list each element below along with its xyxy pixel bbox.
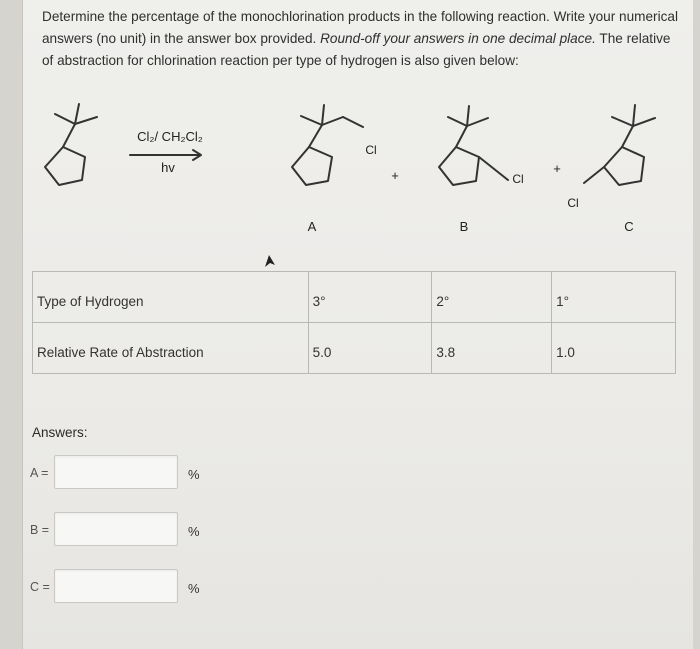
answer-row-a (30, 455, 230, 491)
answer-b-input[interactable] (55, 513, 177, 545)
product-b-structure (439, 106, 508, 185)
answer-a-unit: % (188, 467, 200, 482)
answer-c-input[interactable] (55, 570, 177, 602)
answer-c-unit: % (188, 581, 200, 596)
product-c-structure (584, 105, 655, 185)
question-part2: The relative of abstraction for chlorination reaction per type of hydrogen is also given below: (42, 31, 671, 68)
product-a-label: A (307, 219, 317, 234)
answer-a-box (54, 455, 178, 489)
answer-b-unit: % (188, 524, 200, 539)
table-cell: 1.0 (552, 323, 676, 374)
rate-table (32, 271, 676, 374)
condition-label: hv (161, 160, 175, 175)
table-cell: Type of Hydrogen (33, 272, 309, 323)
answer-c-box (54, 569, 178, 603)
answer-row-c (30, 569, 230, 605)
reaction-scheme (22, 100, 692, 250)
answer-b-label: B = (30, 523, 50, 537)
question-text (42, 6, 682, 72)
answer-row-b (30, 512, 230, 548)
table-cell: Relative Rate of Abstraction (33, 323, 309, 374)
product-c-cl-label: Cl (567, 196, 579, 210)
question-italic: Round-off your answers in one decimal place. (320, 31, 596, 46)
product-b-cl-label: Cl (512, 172, 524, 186)
answer-b-box (54, 512, 178, 546)
table-row (33, 272, 676, 323)
product-a-cl-label: Cl (365, 143, 377, 157)
answer-c-label: C = (30, 580, 50, 594)
table-cell: 2° (432, 272, 552, 323)
plus-sign-2: + (553, 161, 561, 176)
reactant-structure (45, 104, 97, 185)
table-cell: 5.0 (308, 323, 432, 374)
answer-a-input[interactable] (55, 456, 177, 488)
answer-a-label: A = (30, 466, 49, 480)
plus-sign-1: + (391, 168, 399, 183)
question-part1: Determine the percentage of the monochlorination products in the following reaction. Write your numerical answers (no unit) in the answer box provided. (42, 9, 678, 46)
table-cell: 3.8 (432, 323, 552, 374)
table-cell: 3° (308, 272, 432, 323)
product-b-label: B (459, 219, 469, 234)
reaction-arrow (130, 150, 201, 160)
mouse-cursor-icon (263, 253, 277, 269)
answers-heading: Answers: (32, 425, 88, 440)
table-row (33, 323, 676, 374)
table-cell: 1° (552, 272, 676, 323)
product-c-label: C (624, 219, 634, 234)
reagent-label: Cl₂/ CH₂Cl₂ (137, 129, 203, 144)
product-a-structure (292, 105, 363, 185)
